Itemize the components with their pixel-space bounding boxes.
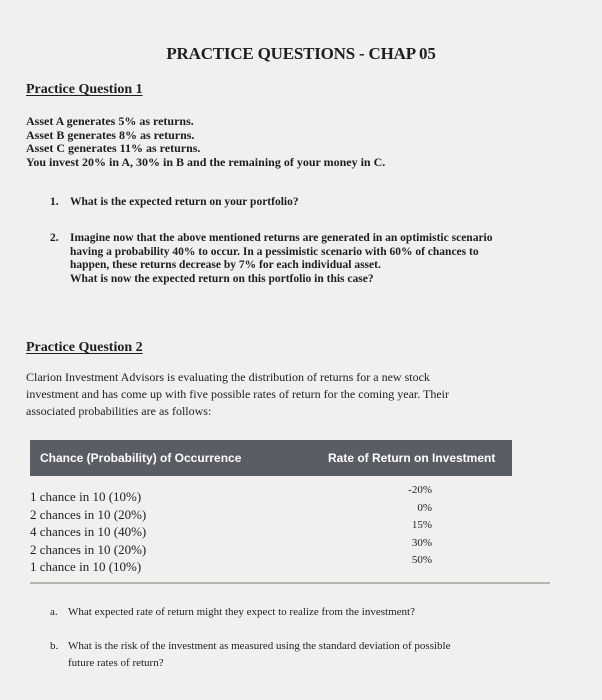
- probability-cell: 2 chances in 10 (20%): [30, 541, 147, 557]
- q2-sub-a-text: [68, 604, 568, 621]
- q2-intro-line: investment and has come up with five possible rates of return for the coming year. Their: [26, 387, 449, 401]
- q1-heading: Practice Question 1: [26, 82, 143, 97]
- return-cell: -20%: [408, 484, 432, 496]
- q1-item-1-number: 1.: [50, 196, 59, 208]
- statement-asset-b: Asset B generates 8% as returns.: [26, 127, 195, 142]
- q2-sub-b-text: [68, 638, 568, 672]
- probability-cell: 4 chances in 10 (40%): [30, 524, 147, 539]
- probability-cell: 1 chance in 10 (10%): [30, 559, 142, 574]
- statement-investment: You invest 20% in A, 30% in B and the remaining of your money in C.: [26, 154, 386, 169]
- q1-item-2-line: What is now the expected return on this portfolio in this case?: [70, 272, 374, 285]
- return-cell: 50%: [411, 554, 432, 566]
- q2-sub-b-line: What is the risk of the investment as measured using the standard deviation of possible: [68, 640, 451, 652]
- q1-item-2-line: Imagine now that the above mentioned returns are generated in an optimistic scenario: [70, 232, 493, 244]
- q1-item-2-line: happen, these returns decrease by 7% for each individual asset.: [70, 259, 381, 271]
- q2-intro: [26, 369, 531, 420]
- return-cell: 0%: [417, 501, 432, 514]
- q1-item-2-line: having a probability 40% to occur. In a pessimistic scenario with 60% of chances to: [70, 245, 479, 258]
- q2-intro-line: associated probabilities are as follows:: [26, 404, 212, 418]
- q2-intro-line: Clarion Investment Advisors is evaluating the distribution of returns for a new stock: [26, 370, 430, 384]
- q2-sub-a-line: What expected rate of return might they expect to realize from the investment?: [68, 606, 415, 618]
- q2-heading: Practice Question 2: [26, 340, 143, 355]
- table-body: [30, 476, 512, 580]
- q2-sub-b-line: future rates of return?: [68, 657, 164, 669]
- probability-cell: 1 chance in 10 (10%): [30, 489, 142, 504]
- q2-sub-b-label: b.: [50, 640, 59, 652]
- q1-statements: [26, 115, 385, 169]
- header-probability: Chance (Probability) of Occurrence: [40, 451, 242, 465]
- q1-item-2-number: 2.: [50, 232, 59, 244]
- return-cell: 15%: [411, 519, 432, 531]
- probability-column: [30, 488, 146, 576]
- section-divider: [30, 582, 550, 584]
- statement-asset-c: Asset C generates 11% as returns.: [26, 141, 201, 155]
- returns-table: [30, 440, 512, 582]
- probability-cell: 2 chances in 10 (20%): [30, 506, 147, 522]
- q1-item-1-text: What is the expected return on your portfolio?: [70, 196, 299, 208]
- table-header: [30, 440, 512, 476]
- statement-asset-a: Asset A generates 5% as returns.: [26, 114, 194, 128]
- q1-item-2-text: [70, 232, 590, 286]
- q2-sub-a-label: a.: [50, 606, 58, 618]
- return-cell: 30%: [411, 536, 432, 549]
- header-return: Rate of Return on Investment: [328, 451, 496, 465]
- page-title: PRACTICE QUESTIONS - CHAP 05: [166, 44, 436, 63]
- return-column: [388, 482, 432, 570]
